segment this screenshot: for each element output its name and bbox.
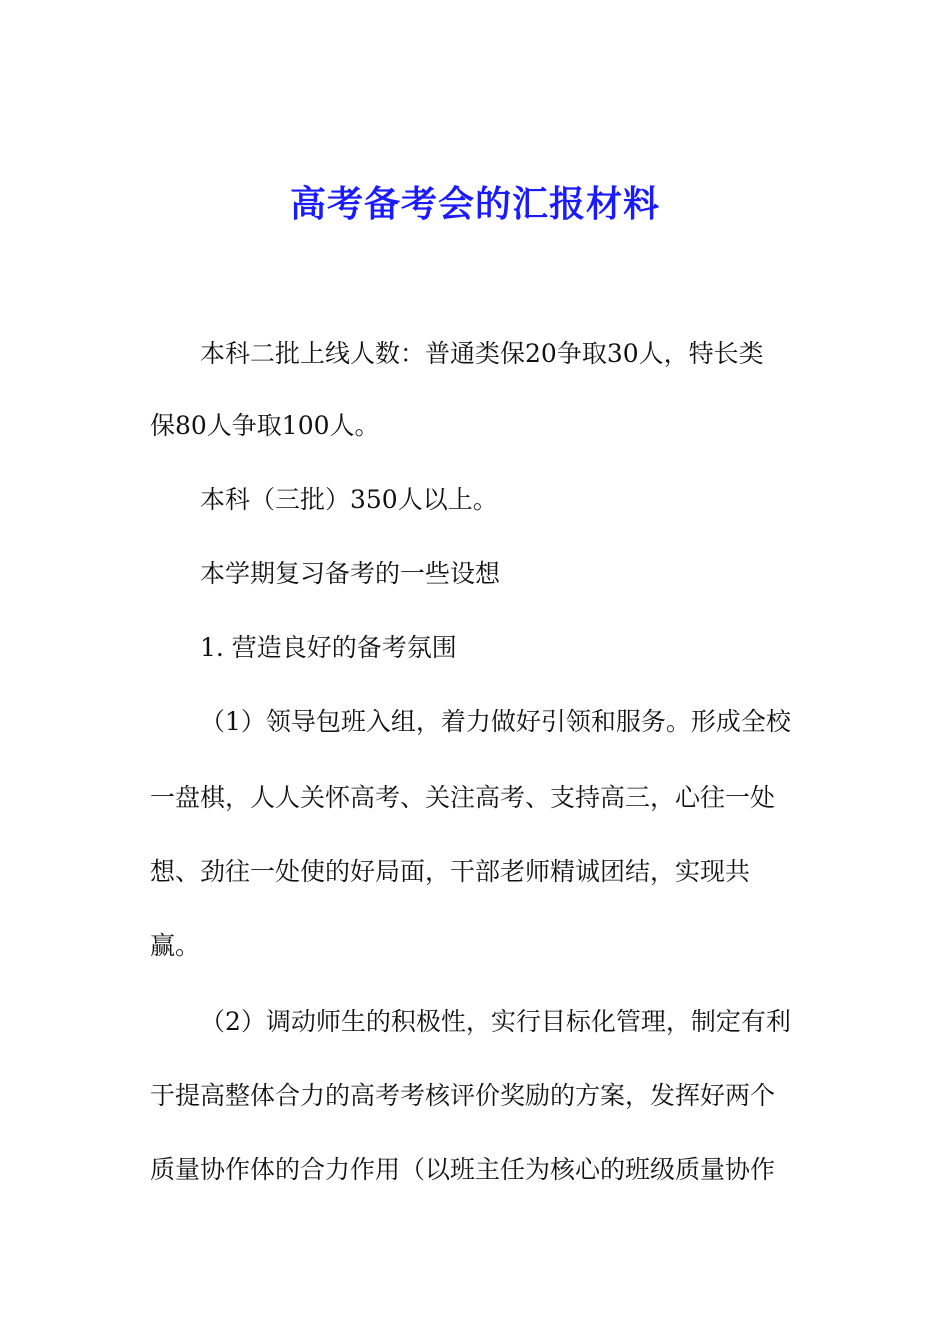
numbered-heading-1: 1. 营造良好的备考氛围 (200, 633, 457, 662)
document-title: 高考备考会的汇报材料 (289, 183, 660, 225)
paragraph-line-7: 一盘棋，人人关怀高考、关注高考、支持高三，心往一处 (150, 783, 776, 812)
section-heading: 本学期复习备考的一些设想 (200, 559, 501, 588)
paragraph-line-8: 想、劲往一处使的好局面，干部老师精诚团结，实现共 (150, 857, 751, 886)
paragraph-line-6: （1）领导包班入组，着力做好引领和服务。形成全校 (200, 707, 791, 736)
paragraph-line-1: 本科二批上线人数：普通类保20争取30人，特长类 (200, 339, 764, 368)
paragraph-line-11: 于提高整体合力的高考考核评价奖励的方案，发挥好两个 (150, 1081, 776, 1110)
paragraph-line-2: 保80人争取100人。 (150, 411, 380, 440)
paragraph-line-9: 赢。 (150, 931, 201, 960)
paragraph-line-3: 本科（三批）350人以上。 (200, 485, 498, 514)
paragraph-line-12: 质量协作体的合力作用（以班主任为核心的班级质量协作 (150, 1155, 776, 1184)
paragraph-line-10: （2）调动师生的积极性，实行目标化管理，制定有利 (200, 1007, 791, 1036)
